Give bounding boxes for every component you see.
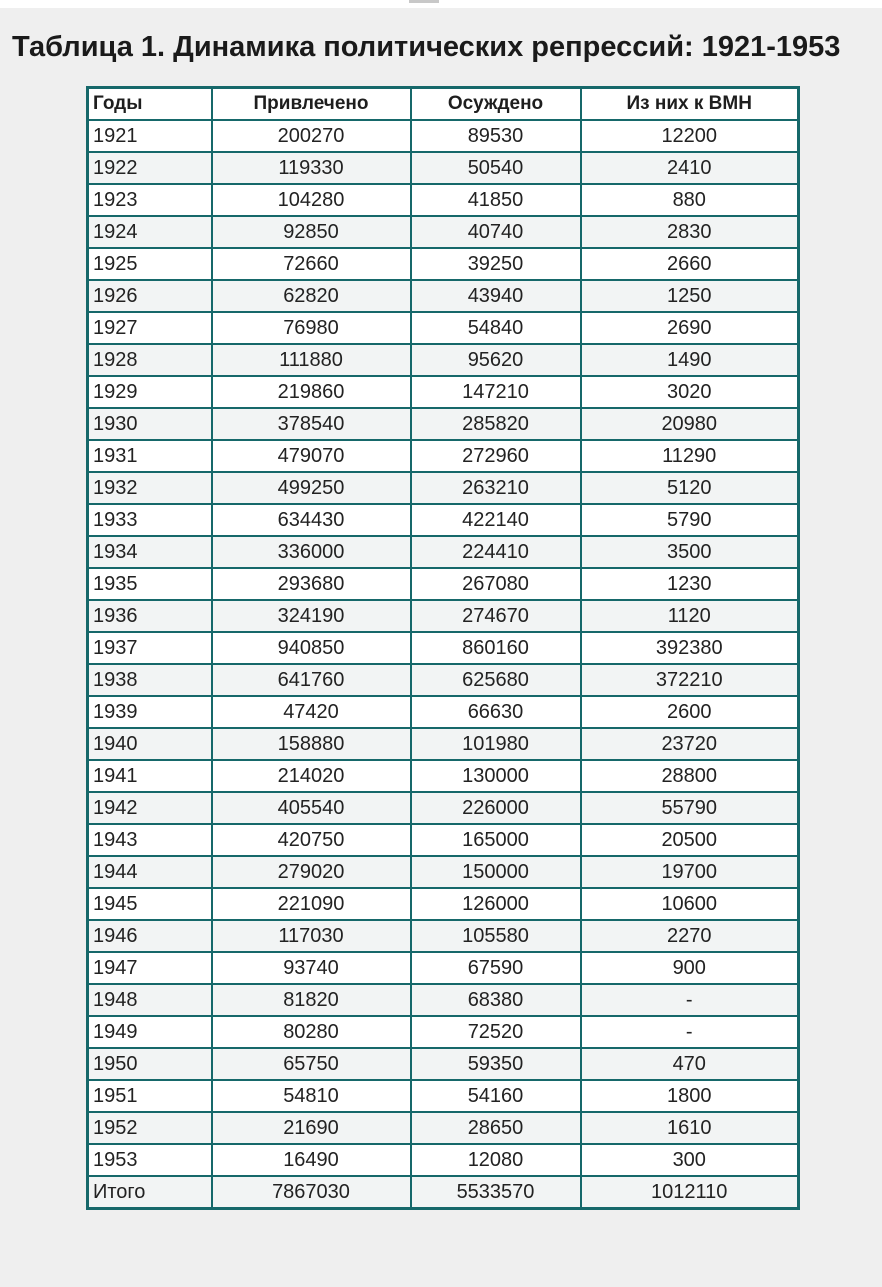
cell-executed: 392380: [581, 632, 799, 664]
cell-year: 1930: [88, 408, 212, 440]
cell-convicted: 95620: [411, 344, 581, 376]
cell-prosecuted: 81820: [212, 984, 411, 1016]
cell-convicted: 66630: [411, 696, 581, 728]
cell-executed: 3020: [581, 376, 799, 408]
cell-year: 1923: [88, 184, 212, 216]
table-row: [88, 440, 799, 472]
cell-year: 1922: [88, 152, 212, 184]
cell-prosecuted: 80280: [212, 1016, 411, 1048]
cell-executed: 2830: [581, 216, 799, 248]
table-row: [88, 856, 799, 888]
cell-executed: 880: [581, 184, 799, 216]
cell-convicted: 54840: [411, 312, 581, 344]
table-row: [88, 568, 799, 600]
table-header-row: [88, 88, 799, 121]
cell-executed: 2410: [581, 152, 799, 184]
cell-prosecuted: 214020: [212, 760, 411, 792]
cell-convicted: 43940: [411, 280, 581, 312]
cell-convicted: 130000: [411, 760, 581, 792]
table-row: [88, 1080, 799, 1112]
cell-executed: 1230: [581, 568, 799, 600]
cell-prosecuted: 72660: [212, 248, 411, 280]
header-prosecuted: Привлечено: [212, 88, 411, 121]
cell-convicted: 89530: [411, 120, 581, 152]
table-row: [88, 1144, 799, 1176]
cell-convicted: 226000: [411, 792, 581, 824]
cell-prosecuted: 499250: [212, 472, 411, 504]
cell-year: 1926: [88, 280, 212, 312]
header-executed: Из них к ВМН: [581, 88, 799, 121]
table-row: [88, 1048, 799, 1080]
table-body: [88, 120, 799, 1209]
cell-year: 1939: [88, 696, 212, 728]
cell-executed: 2270: [581, 920, 799, 952]
cell-year: 1942: [88, 792, 212, 824]
table-row: [88, 600, 799, 632]
table-row: [88, 1016, 799, 1048]
table-row: [88, 536, 799, 568]
cell-prosecuted: 65750: [212, 1048, 411, 1080]
table-row: [88, 312, 799, 344]
table-row: [88, 760, 799, 792]
table-row: [88, 504, 799, 536]
cell-executed: 55790: [581, 792, 799, 824]
cell-prosecuted: 7867030: [212, 1176, 411, 1209]
cell-executed: 12200: [581, 120, 799, 152]
cell-year: 1953: [88, 1144, 212, 1176]
cell-prosecuted: 92850: [212, 216, 411, 248]
cell-convicted: 224410: [411, 536, 581, 568]
cell-year: 1937: [88, 632, 212, 664]
cell-prosecuted: 119330: [212, 152, 411, 184]
cell-convicted: 150000: [411, 856, 581, 888]
page-title: Таблица 1. Динамика политических репрессий: 1921-1953: [12, 31, 841, 63]
table-row: [88, 984, 799, 1016]
table-row: [88, 408, 799, 440]
cell-prosecuted: 158880: [212, 728, 411, 760]
cell-prosecuted: 221090: [212, 888, 411, 920]
cell-convicted: 272960: [411, 440, 581, 472]
header-convicted: Осуждено: [411, 88, 581, 121]
table-row: [88, 344, 799, 376]
cell-executed: 1800: [581, 1080, 799, 1112]
cell-prosecuted: 420750: [212, 824, 411, 856]
cell-prosecuted: 293680: [212, 568, 411, 600]
cell-prosecuted: 76980: [212, 312, 411, 344]
cell-prosecuted: 21690: [212, 1112, 411, 1144]
cell-prosecuted: 336000: [212, 536, 411, 568]
cell-convicted: 41850: [411, 184, 581, 216]
cell-year: 1948: [88, 984, 212, 1016]
cell-convicted: 860160: [411, 632, 581, 664]
cell-year: 1929: [88, 376, 212, 408]
table-row: [88, 632, 799, 664]
cell-convicted: 267080: [411, 568, 581, 600]
cell-executed: 2690: [581, 312, 799, 344]
cell-year: 1938: [88, 664, 212, 696]
cell-prosecuted: 479070: [212, 440, 411, 472]
cell-year: 1925: [88, 248, 212, 280]
cell-convicted: 147210: [411, 376, 581, 408]
cell-convicted: 165000: [411, 824, 581, 856]
cell-year: 1933: [88, 504, 212, 536]
repression-table: [86, 86, 800, 1210]
cell-prosecuted: 54810: [212, 1080, 411, 1112]
cell-convicted: 39250: [411, 248, 581, 280]
table-row: [88, 728, 799, 760]
cell-convicted: 67590: [411, 952, 581, 984]
cell-convicted: 72520: [411, 1016, 581, 1048]
cell-prosecuted: 940850: [212, 632, 411, 664]
cell-executed: 1490: [581, 344, 799, 376]
cell-convicted: 126000: [411, 888, 581, 920]
cell-executed: 11290: [581, 440, 799, 472]
table-row: [88, 216, 799, 248]
table-row: [88, 152, 799, 184]
table-row: [88, 792, 799, 824]
cell-convicted: 50540: [411, 152, 581, 184]
table-row: [88, 1112, 799, 1144]
cell-executed: 5790: [581, 504, 799, 536]
cell-prosecuted: 634430: [212, 504, 411, 536]
table-row: [88, 376, 799, 408]
table-total-row: [88, 1176, 799, 1209]
cell-executed: 1250: [581, 280, 799, 312]
cell-executed: 300: [581, 1144, 799, 1176]
cell-executed: 5120: [581, 472, 799, 504]
cell-year: 1952: [88, 1112, 212, 1144]
cell-year: 1936: [88, 600, 212, 632]
cell-executed: 3500: [581, 536, 799, 568]
cell-prosecuted: 62820: [212, 280, 411, 312]
cell-convicted: 40740: [411, 216, 581, 248]
cell-prosecuted: 93740: [212, 952, 411, 984]
cell-year: 1950: [88, 1048, 212, 1080]
cell-year: 1941: [88, 760, 212, 792]
cell-executed: 23720: [581, 728, 799, 760]
cell-year: 1934: [88, 536, 212, 568]
cell-prosecuted: 16490: [212, 1144, 411, 1176]
cell-year: 1932: [88, 472, 212, 504]
table-row: [88, 952, 799, 984]
cell-year: 1921: [88, 120, 212, 152]
table-row: [88, 824, 799, 856]
cell-executed: 1610: [581, 1112, 799, 1144]
cell-prosecuted: 200270: [212, 120, 411, 152]
cell-year: 1928: [88, 344, 212, 376]
table-row: [88, 120, 799, 152]
cell-year: 1940: [88, 728, 212, 760]
cell-convicted: 625680: [411, 664, 581, 696]
table-row: [88, 920, 799, 952]
cell-executed: 470: [581, 1048, 799, 1080]
cell-year: 1947: [88, 952, 212, 984]
cell-executed: 20500: [581, 824, 799, 856]
cell-prosecuted: 324190: [212, 600, 411, 632]
cell-executed: 10600: [581, 888, 799, 920]
cell-executed: 900: [581, 952, 799, 984]
cell-year: Итого: [88, 1176, 212, 1209]
cell-executed: 1120: [581, 600, 799, 632]
table-row: [88, 888, 799, 920]
cell-prosecuted: 378540: [212, 408, 411, 440]
cell-executed: 372210: [581, 664, 799, 696]
cell-convicted: 54160: [411, 1080, 581, 1112]
cell-convicted: 101980: [411, 728, 581, 760]
cell-year: 1935: [88, 568, 212, 600]
cell-prosecuted: 104280: [212, 184, 411, 216]
cell-executed: 2660: [581, 248, 799, 280]
cell-convicted: 5533570: [411, 1176, 581, 1209]
cell-executed: -: [581, 1016, 799, 1048]
header-years: Годы: [88, 88, 212, 121]
cell-convicted: 422140: [411, 504, 581, 536]
cell-convicted: 68380: [411, 984, 581, 1016]
cell-executed: 20980: [581, 408, 799, 440]
cell-prosecuted: 47420: [212, 696, 411, 728]
table-row: [88, 248, 799, 280]
cell-year: 1944: [88, 856, 212, 888]
cell-executed: 28800: [581, 760, 799, 792]
cell-convicted: 105580: [411, 920, 581, 952]
cell-year: 1931: [88, 440, 212, 472]
cell-year: 1943: [88, 824, 212, 856]
cell-year: 1945: [88, 888, 212, 920]
top-strip: [0, 0, 882, 8]
cell-prosecuted: 405540: [212, 792, 411, 824]
cell-prosecuted: 279020: [212, 856, 411, 888]
cell-year: 1927: [88, 312, 212, 344]
table-row: [88, 184, 799, 216]
table-row: [88, 472, 799, 504]
cell-convicted: 285820: [411, 408, 581, 440]
cell-executed: 1012110: [581, 1176, 799, 1209]
table-row: [88, 280, 799, 312]
cell-convicted: 12080: [411, 1144, 581, 1176]
cell-executed: -: [581, 984, 799, 1016]
cell-executed: 19700: [581, 856, 799, 888]
cell-year: 1924: [88, 216, 212, 248]
cell-convicted: 28650: [411, 1112, 581, 1144]
cell-prosecuted: 111880: [212, 344, 411, 376]
cell-convicted: 263210: [411, 472, 581, 504]
table-row: [88, 664, 799, 696]
cell-prosecuted: 219860: [212, 376, 411, 408]
cell-executed: 2600: [581, 696, 799, 728]
table-row: [88, 696, 799, 728]
cell-year: 1951: [88, 1080, 212, 1112]
cell-convicted: 274670: [411, 600, 581, 632]
cell-prosecuted: 117030: [212, 920, 411, 952]
cropped-image-remnant: [409, 0, 439, 3]
cell-year: 1946: [88, 920, 212, 952]
cell-convicted: 59350: [411, 1048, 581, 1080]
cell-prosecuted: 641760: [212, 664, 411, 696]
cell-year: 1949: [88, 1016, 212, 1048]
